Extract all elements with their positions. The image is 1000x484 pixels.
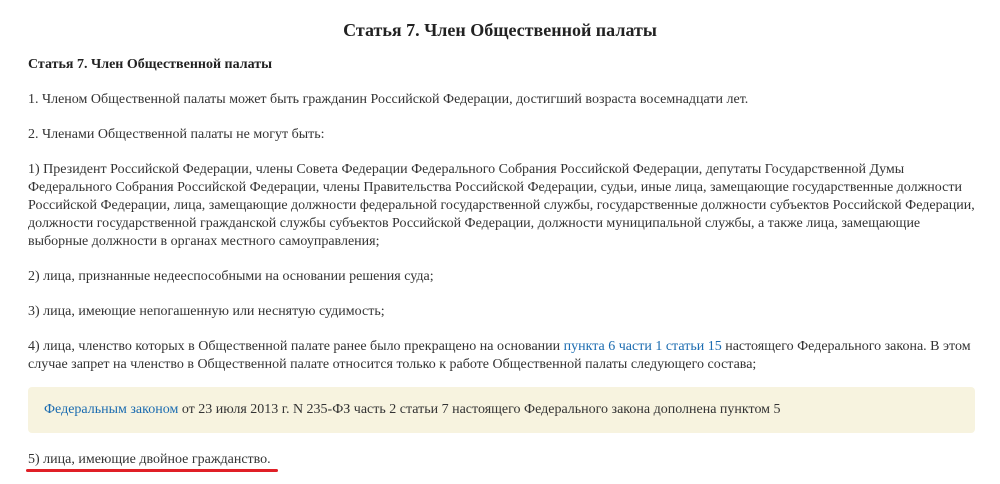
amendment-notice-text: от 23 июля 2013 г. N 235-ФЗ часть 2 статьи 7 настоящего Федерального закона дополнена пунктом 5 bbox=[178, 402, 781, 417]
paragraph-1: 1. Членом Общественной палаты может быть гражданин Российской Федерации, достигший возраста восемнадцати лет. bbox=[28, 92, 749, 107]
list-item-3: 3) лица, имеющие непогашенную или неснятую судимость; bbox=[28, 304, 385, 319]
article-body bbox=[28, 56, 978, 374]
federal-law-link[interactable]: Федеральным законом bbox=[44, 402, 179, 417]
list-item-2: 2) лица, признанные недееспособными на основании решения суда; bbox=[28, 269, 434, 284]
page-title: Статья 7. Член Общественной палаты bbox=[343, 20, 657, 40]
list-item-4 bbox=[28, 338, 978, 374]
red-highlight-underline bbox=[26, 469, 278, 472]
list-item-5: 5) лица, имеющие двойное гражданство. bbox=[28, 452, 271, 467]
amendment-notice bbox=[28, 387, 975, 433]
article-subtitle: Статья 7. Член Общественной палаты bbox=[28, 57, 273, 72]
article-15-reference-link[interactable]: пункта 6 части 1 статьи 15 bbox=[563, 339, 722, 354]
list-item-1: 1) Президент Российской Федерации, члены Совета Федерации Федерального Собрания Российской Федерации, депутаты Государственной Думы Федерального Собрания Российской Федерации, члены Правительства Российской Федерации, судьи, иные лица, замещающие государственные должности Российской Федерации, лица, замещающие должности федеральной государственной службы, государственные должности субъектов Российской Федерации, должности государственной гражданской службы субъектов Российской Федерации, должности муниципальной службы, а также лица, замещающие выборные должности в органах местного самоуправления; bbox=[28, 162, 975, 249]
paragraph-2: 2. Членами Общественной палаты не могут быть: bbox=[28, 127, 325, 142]
list-item-4-text-before: 4) лица, членство которых в Общественной палате ранее было прекращено на основании bbox=[28, 339, 564, 354]
list-item-4-text-after: настоящего Федерального закона. В этом случае запрет на членство в Общественной палате относится только к работе Общественной палаты следующего состава; bbox=[28, 339, 971, 372]
